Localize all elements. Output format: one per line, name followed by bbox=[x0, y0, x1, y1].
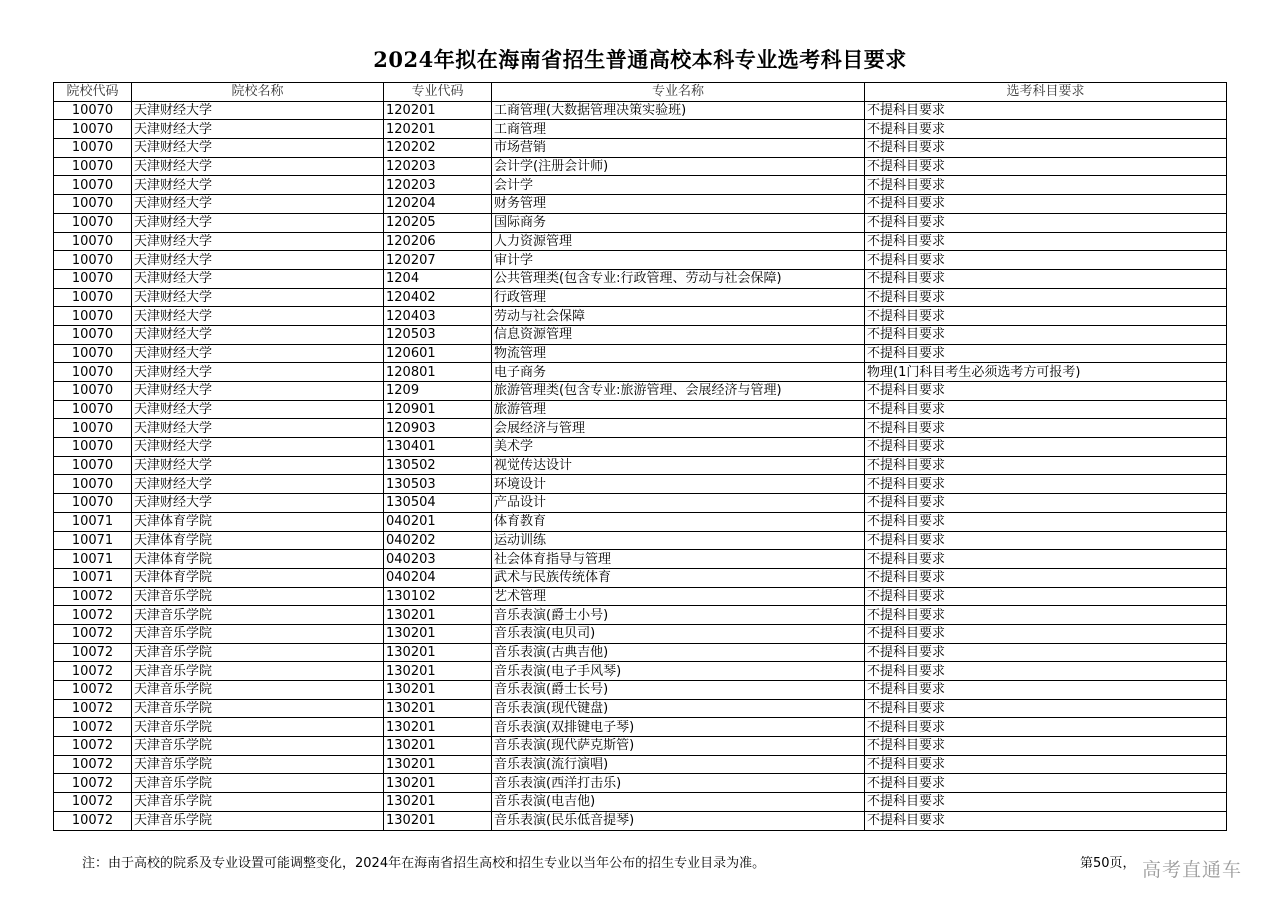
school-code-cell: 10070 bbox=[54, 288, 132, 307]
major-name-cell: 产品设计 bbox=[492, 494, 865, 513]
table-row bbox=[54, 774, 1227, 793]
header-major-code: 专业代码 bbox=[384, 83, 492, 102]
table-row bbox=[54, 587, 1227, 606]
subject-requirement-cell: 不提科目要求 bbox=[865, 587, 1227, 606]
subject-requirement-cell: 不提科目要求 bbox=[865, 774, 1227, 793]
table-row bbox=[54, 400, 1227, 419]
school-name-cell: 天津音乐学院 bbox=[132, 681, 384, 700]
school-name-cell: 天津财经大学 bbox=[132, 269, 384, 288]
school-name-cell: 天津音乐学院 bbox=[132, 811, 384, 830]
major-code-cell: 120403 bbox=[384, 307, 492, 326]
major-code-cell: 120204 bbox=[384, 195, 492, 214]
major-name-cell: 音乐表演(民乐低音提琴) bbox=[492, 811, 865, 830]
major-code-cell: 1209 bbox=[384, 382, 492, 401]
major-name-cell: 国际商务 bbox=[492, 213, 865, 232]
major-code-cell: 120206 bbox=[384, 232, 492, 251]
major-name-cell: 电子商务 bbox=[492, 363, 865, 382]
school-code-cell: 10070 bbox=[54, 325, 132, 344]
subject-requirement-cell: 不提科目要求 bbox=[865, 624, 1227, 643]
table-row bbox=[54, 232, 1227, 251]
school-name-cell: 天津体育学院 bbox=[132, 531, 384, 550]
major-code-cell: 130201 bbox=[384, 774, 492, 793]
subject-requirement-cell: 不提科目要求 bbox=[865, 438, 1227, 457]
major-code-cell: 130502 bbox=[384, 456, 492, 475]
subject-requirement-cell: 不提科目要求 bbox=[865, 755, 1227, 774]
school-name-cell: 天津音乐学院 bbox=[132, 587, 384, 606]
school-code-cell: 10072 bbox=[54, 755, 132, 774]
table-row bbox=[54, 737, 1227, 756]
table-row bbox=[54, 251, 1227, 270]
school-name-cell: 天津财经大学 bbox=[132, 139, 384, 158]
school-name-cell: 天津音乐学院 bbox=[132, 718, 384, 737]
table-row bbox=[54, 475, 1227, 494]
school-code-cell: 10072 bbox=[54, 606, 132, 625]
table-row bbox=[54, 307, 1227, 326]
school-code-cell: 10072 bbox=[54, 587, 132, 606]
school-code-cell: 10070 bbox=[54, 363, 132, 382]
subject-requirement-cell: 不提科目要求 bbox=[865, 512, 1227, 531]
school-code-cell: 10070 bbox=[54, 101, 132, 120]
major-name-cell: 工商管理 bbox=[492, 120, 865, 139]
subject-requirement-cell: 不提科目要求 bbox=[865, 737, 1227, 756]
major-name-cell: 审计学 bbox=[492, 251, 865, 270]
table-row bbox=[54, 662, 1227, 681]
table-row bbox=[54, 456, 1227, 475]
table-row bbox=[54, 512, 1227, 531]
major-code-cell: 130201 bbox=[384, 755, 492, 774]
major-code-cell: 120801 bbox=[384, 363, 492, 382]
major-code-cell: 040204 bbox=[384, 568, 492, 587]
school-code-cell: 10070 bbox=[54, 232, 132, 251]
major-code-cell: 120903 bbox=[384, 419, 492, 438]
school-name-cell: 天津音乐学院 bbox=[132, 606, 384, 625]
school-code-cell: 10070 bbox=[54, 307, 132, 326]
major-code-cell: 120201 bbox=[384, 120, 492, 139]
major-name-cell: 音乐表演(现代萨克斯管) bbox=[492, 737, 865, 756]
school-name-cell: 天津音乐学院 bbox=[132, 793, 384, 812]
footnote: 注：由于高校的院系及专业设置可能调整变化，2024年在海南省招生高校和招生专业以当年公布的招生专业目录为准。 bbox=[82, 856, 766, 871]
school-code-cell: 10070 bbox=[54, 419, 132, 438]
major-name-cell: 音乐表演(电子手风琴) bbox=[492, 662, 865, 681]
school-code-cell: 10070 bbox=[54, 438, 132, 457]
school-name-cell: 天津体育学院 bbox=[132, 568, 384, 587]
school-name-cell: 天津财经大学 bbox=[132, 101, 384, 120]
subject-requirement-cell: 不提科目要求 bbox=[865, 550, 1227, 569]
school-code-cell: 10070 bbox=[54, 494, 132, 513]
major-name-cell: 信息资源管理 bbox=[492, 325, 865, 344]
major-code-cell: 040203 bbox=[384, 550, 492, 569]
school-code-cell: 10070 bbox=[54, 344, 132, 363]
school-name-cell: 天津财经大学 bbox=[132, 494, 384, 513]
major-name-cell: 旅游管理 bbox=[492, 400, 865, 419]
school-code-cell: 10072 bbox=[54, 774, 132, 793]
major-code-cell: 120203 bbox=[384, 157, 492, 176]
major-code-cell: 130504 bbox=[384, 494, 492, 513]
school-code-cell: 10072 bbox=[54, 643, 132, 662]
major-name-cell: 会计学(注册会计师) bbox=[492, 157, 865, 176]
school-name-cell: 天津财经大学 bbox=[132, 382, 384, 401]
subject-requirement-cell: 不提科目要求 bbox=[865, 120, 1227, 139]
major-name-cell: 音乐表演(西洋打击乐) bbox=[492, 774, 865, 793]
school-code-cell: 10070 bbox=[54, 139, 132, 158]
table-row bbox=[54, 139, 1227, 158]
major-name-cell: 人力资源管理 bbox=[492, 232, 865, 251]
table-row bbox=[54, 531, 1227, 550]
school-name-cell: 天津财经大学 bbox=[132, 251, 384, 270]
major-code-cell: 130503 bbox=[384, 475, 492, 494]
school-name-cell: 天津财经大学 bbox=[132, 456, 384, 475]
subject-requirement-cell: 不提科目要求 bbox=[865, 176, 1227, 195]
major-code-cell: 130201 bbox=[384, 699, 492, 718]
table-row bbox=[54, 624, 1227, 643]
header-school-name: 院校名称 bbox=[132, 83, 384, 102]
watermark-text: 高考直通车 bbox=[1142, 859, 1243, 881]
major-name-cell: 音乐表演(古典吉他) bbox=[492, 643, 865, 662]
school-code-cell: 10072 bbox=[54, 624, 132, 643]
school-code-cell: 10072 bbox=[54, 662, 132, 681]
table-row bbox=[54, 382, 1227, 401]
major-code-cell: 120402 bbox=[384, 288, 492, 307]
subject-requirement-cell: 不提科目要求 bbox=[865, 400, 1227, 419]
school-name-cell: 天津财经大学 bbox=[132, 176, 384, 195]
school-name-cell: 天津体育学院 bbox=[132, 512, 384, 531]
school-name-cell: 天津财经大学 bbox=[132, 475, 384, 494]
school-code-cell: 10071 bbox=[54, 512, 132, 531]
major-name-cell: 公共管理类(包含专业:行政管理、劳动与社会保障) bbox=[492, 269, 865, 288]
table-row bbox=[54, 681, 1227, 700]
table-row bbox=[54, 344, 1227, 363]
school-name-cell: 天津财经大学 bbox=[132, 288, 384, 307]
school-name-cell: 天津财经大学 bbox=[132, 344, 384, 363]
school-name-cell: 天津财经大学 bbox=[132, 307, 384, 326]
school-code-cell: 10070 bbox=[54, 120, 132, 139]
school-code-cell: 10072 bbox=[54, 811, 132, 830]
major-code-cell: 130201 bbox=[384, 606, 492, 625]
table-row bbox=[54, 438, 1227, 457]
school-name-cell: 天津音乐学院 bbox=[132, 662, 384, 681]
major-name-cell: 劳动与社会保障 bbox=[492, 307, 865, 326]
school-code-cell: 10070 bbox=[54, 269, 132, 288]
school-name-cell: 天津财经大学 bbox=[132, 419, 384, 438]
school-name-cell: 天津财经大学 bbox=[132, 213, 384, 232]
subject-requirement-cell: 不提科目要求 bbox=[865, 606, 1227, 625]
school-code-cell: 10071 bbox=[54, 550, 132, 569]
subject-requirement-cell: 不提科目要求 bbox=[865, 325, 1227, 344]
school-name-cell: 天津财经大学 bbox=[132, 120, 384, 139]
major-name-cell: 音乐表演(电吉他) bbox=[492, 793, 865, 812]
subject-requirement-cell: 不提科目要求 bbox=[865, 662, 1227, 681]
table-row bbox=[54, 325, 1227, 344]
major-name-cell: 市场营销 bbox=[492, 139, 865, 158]
school-name-cell: 天津音乐学院 bbox=[132, 643, 384, 662]
major-name-cell: 艺术管理 bbox=[492, 587, 865, 606]
major-code-cell: 130201 bbox=[384, 811, 492, 830]
subject-requirement-cell: 不提科目要求 bbox=[865, 681, 1227, 700]
requirements-table bbox=[53, 82, 1227, 831]
table-row bbox=[54, 120, 1227, 139]
major-name-cell: 体育教育 bbox=[492, 512, 865, 531]
school-name-cell: 天津财经大学 bbox=[132, 400, 384, 419]
major-code-cell: 130201 bbox=[384, 718, 492, 737]
major-name-cell: 会展经济与管理 bbox=[492, 419, 865, 438]
subject-requirement-cell: 不提科目要求 bbox=[865, 793, 1227, 812]
subject-requirement-cell: 不提科目要求 bbox=[865, 494, 1227, 513]
major-name-cell: 环境设计 bbox=[492, 475, 865, 494]
subject-requirement-cell: 不提科目要求 bbox=[865, 269, 1227, 288]
table-row bbox=[54, 213, 1227, 232]
major-name-cell: 美术学 bbox=[492, 438, 865, 457]
table-row bbox=[54, 157, 1227, 176]
major-code-cell: 040201 bbox=[384, 512, 492, 531]
subject-requirement-cell: 不提科目要求 bbox=[865, 139, 1227, 158]
table-row bbox=[54, 269, 1227, 288]
major-code-cell: 130201 bbox=[384, 643, 492, 662]
major-code-cell: 120205 bbox=[384, 213, 492, 232]
major-name-cell: 财务管理 bbox=[492, 195, 865, 214]
major-code-cell: 120201 bbox=[384, 101, 492, 120]
school-code-cell: 10070 bbox=[54, 213, 132, 232]
subject-requirement-cell: 不提科目要求 bbox=[865, 251, 1227, 270]
table-row bbox=[54, 494, 1227, 513]
table-row bbox=[54, 195, 1227, 214]
table-row bbox=[54, 643, 1227, 662]
school-name-cell: 天津体育学院 bbox=[132, 550, 384, 569]
major-name-cell: 音乐表演(爵士长号) bbox=[492, 681, 865, 700]
table-row bbox=[54, 606, 1227, 625]
major-name-cell: 音乐表演(现代键盘) bbox=[492, 699, 865, 718]
major-name-cell: 旅游管理类(包含专业:旅游管理、会展经济与管理) bbox=[492, 382, 865, 401]
school-name-cell: 天津财经大学 bbox=[132, 363, 384, 382]
subject-requirement-cell: 不提科目要求 bbox=[865, 643, 1227, 662]
subject-requirement-cell: 不提科目要求 bbox=[865, 101, 1227, 120]
subject-requirement-cell: 不提科目要求 bbox=[865, 288, 1227, 307]
school-code-cell: 10070 bbox=[54, 176, 132, 195]
major-code-cell: 120203 bbox=[384, 176, 492, 195]
table-body bbox=[54, 101, 1227, 830]
major-code-cell: 120207 bbox=[384, 251, 492, 270]
table-row bbox=[54, 101, 1227, 120]
major-code-cell: 120503 bbox=[384, 325, 492, 344]
major-code-cell: 130201 bbox=[384, 793, 492, 812]
major-name-cell: 行政管理 bbox=[492, 288, 865, 307]
subject-requirement-cell: 不提科目要求 bbox=[865, 475, 1227, 494]
subject-requirement-cell: 不提科目要求 bbox=[865, 531, 1227, 550]
major-code-cell: 130201 bbox=[384, 737, 492, 756]
school-code-cell: 10072 bbox=[54, 793, 132, 812]
school-code-cell: 10071 bbox=[54, 531, 132, 550]
subject-requirement-cell: 不提科目要求 bbox=[865, 456, 1227, 475]
major-code-cell: 120601 bbox=[384, 344, 492, 363]
table-header bbox=[54, 83, 1227, 102]
school-name-cell: 天津财经大学 bbox=[132, 438, 384, 457]
table-row bbox=[54, 793, 1227, 812]
school-code-cell: 10070 bbox=[54, 400, 132, 419]
table-row bbox=[54, 699, 1227, 718]
subject-requirement-cell: 不提科目要求 bbox=[865, 195, 1227, 214]
school-name-cell: 天津财经大学 bbox=[132, 157, 384, 176]
table-row bbox=[54, 550, 1227, 569]
school-name-cell: 天津财经大学 bbox=[132, 232, 384, 251]
school-name-cell: 天津音乐学院 bbox=[132, 774, 384, 793]
subject-requirement-cell: 不提科目要求 bbox=[865, 307, 1227, 326]
table-row bbox=[54, 755, 1227, 774]
subject-requirement-cell: 不提科目要求 bbox=[865, 811, 1227, 830]
school-code-cell: 10070 bbox=[54, 456, 132, 475]
major-code-cell: 130401 bbox=[384, 438, 492, 457]
major-code-cell: 120202 bbox=[384, 139, 492, 158]
header-school-code: 院校代码 bbox=[54, 83, 132, 102]
school-code-cell: 10070 bbox=[54, 251, 132, 270]
school-code-cell: 10071 bbox=[54, 568, 132, 587]
school-name-cell: 天津财经大学 bbox=[132, 195, 384, 214]
table-row bbox=[54, 288, 1227, 307]
school-code-cell: 10072 bbox=[54, 699, 132, 718]
subject-requirement-cell: 不提科目要求 bbox=[865, 232, 1227, 251]
table-row bbox=[54, 363, 1227, 382]
major-code-cell: 130201 bbox=[384, 662, 492, 681]
major-code-cell: 130201 bbox=[384, 624, 492, 643]
subject-requirement-cell: 不提科目要求 bbox=[865, 213, 1227, 232]
table-row bbox=[54, 718, 1227, 737]
table-row bbox=[54, 419, 1227, 438]
page-number: 第50页， bbox=[1080, 856, 1136, 871]
subject-requirement-cell: 不提科目要求 bbox=[865, 382, 1227, 401]
school-code-cell: 10070 bbox=[54, 157, 132, 176]
school-code-cell: 10070 bbox=[54, 195, 132, 214]
major-name-cell: 音乐表演(电贝司) bbox=[492, 624, 865, 643]
major-code-cell: 040202 bbox=[384, 531, 492, 550]
table-row bbox=[54, 811, 1227, 830]
major-code-cell: 1204 bbox=[384, 269, 492, 288]
subject-requirement-cell: 不提科目要求 bbox=[865, 157, 1227, 176]
major-name-cell: 工商管理(大数据管理决策实验班) bbox=[492, 101, 865, 120]
major-code-cell: 120901 bbox=[384, 400, 492, 419]
header-subject-requirement: 选考科目要求 bbox=[865, 83, 1227, 102]
school-code-cell: 10072 bbox=[54, 718, 132, 737]
major-name-cell: 视觉传达设计 bbox=[492, 456, 865, 475]
subject-requirement-cell: 物理(1门科目考生必须选考方可报考) bbox=[865, 363, 1227, 382]
table-row bbox=[54, 176, 1227, 195]
school-code-cell: 10072 bbox=[54, 681, 132, 700]
subject-requirement-cell: 不提科目要求 bbox=[865, 718, 1227, 737]
school-name-cell: 天津音乐学院 bbox=[132, 737, 384, 756]
school-name-cell: 天津财经大学 bbox=[132, 325, 384, 344]
major-code-cell: 130102 bbox=[384, 587, 492, 606]
subject-requirement-cell: 不提科目要求 bbox=[865, 344, 1227, 363]
school-code-cell: 10070 bbox=[54, 475, 132, 494]
school-name-cell: 天津音乐学院 bbox=[132, 624, 384, 643]
major-name-cell: 音乐表演(爵士小号) bbox=[492, 606, 865, 625]
major-name-cell: 音乐表演(双排键电子琴) bbox=[492, 718, 865, 737]
major-name-cell: 运动训练 bbox=[492, 531, 865, 550]
major-name-cell: 会计学 bbox=[492, 176, 865, 195]
subject-requirement-cell: 不提科目要求 bbox=[865, 419, 1227, 438]
school-code-cell: 10070 bbox=[54, 382, 132, 401]
major-name-cell: 物流管理 bbox=[492, 344, 865, 363]
school-name-cell: 天津音乐学院 bbox=[132, 699, 384, 718]
major-name-cell: 音乐表演(流行演唱) bbox=[492, 755, 865, 774]
school-name-cell: 天津音乐学院 bbox=[132, 755, 384, 774]
header-major-name: 专业名称 bbox=[492, 83, 865, 102]
school-code-cell: 10072 bbox=[54, 737, 132, 756]
major-name-cell: 武术与民族传统体育 bbox=[492, 568, 865, 587]
subject-requirement-cell: 不提科目要求 bbox=[865, 699, 1227, 718]
major-code-cell: 130201 bbox=[384, 681, 492, 700]
major-name-cell: 社会体育指导与管理 bbox=[492, 550, 865, 569]
subject-requirement-cell: 不提科目要求 bbox=[865, 568, 1227, 587]
table-row bbox=[54, 568, 1227, 587]
page-title: 2024年拟在海南省招生普通高校本科专业选考科目要求 bbox=[373, 47, 907, 72]
header-row bbox=[54, 83, 1227, 102]
